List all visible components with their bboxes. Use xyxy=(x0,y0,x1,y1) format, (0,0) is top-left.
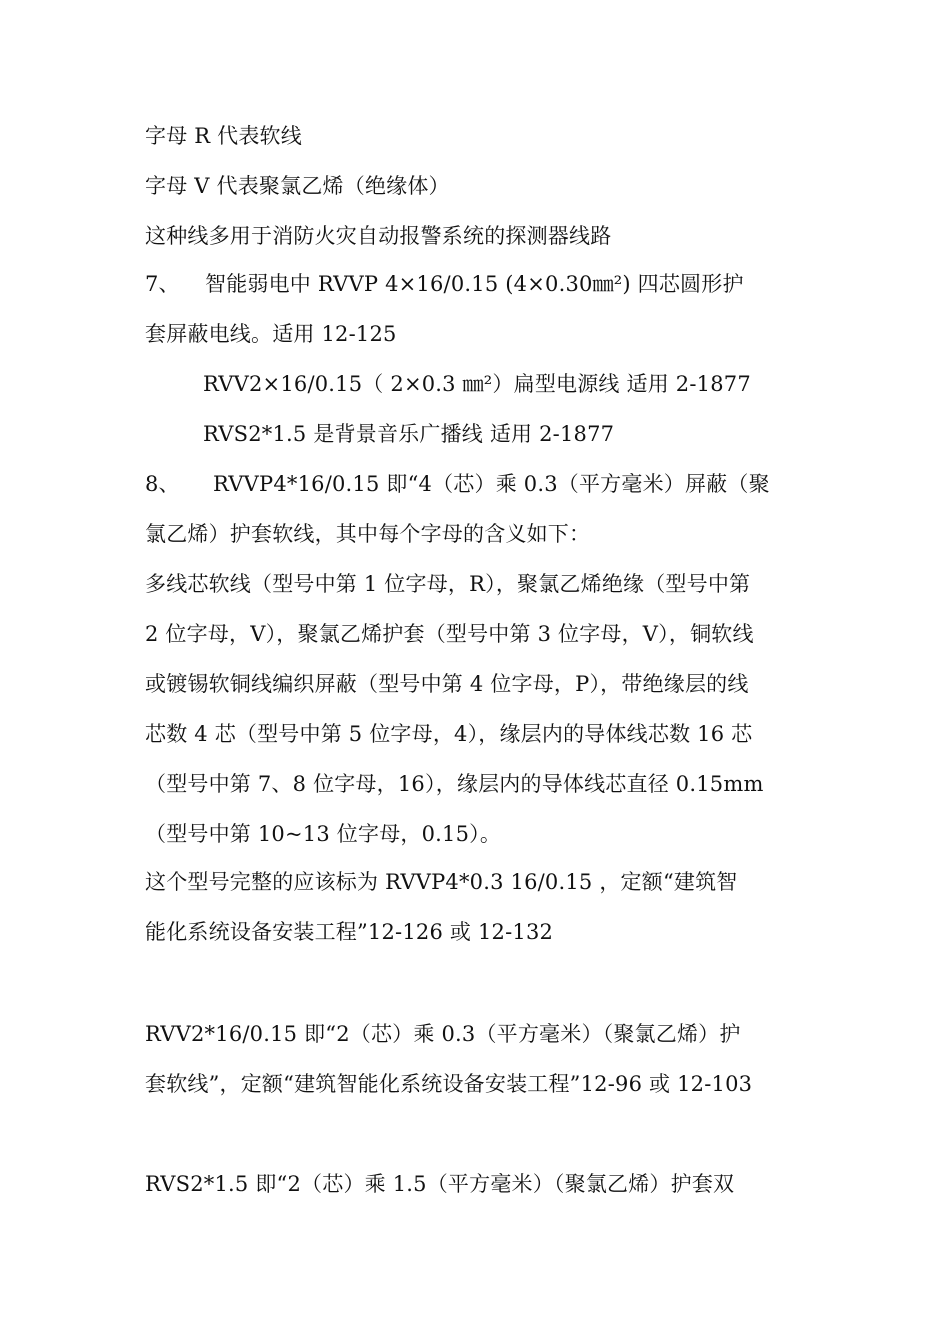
text-line: 这种线多用于消防火灾自动报警系统的探测器线路 xyxy=(145,224,612,248)
text-line: 2 位字母，V），聚氯乙烯护套（型号中第 3 位字母，V），铜软线 xyxy=(145,622,754,646)
text-line: 套屏蔽电线。适用 12-125 xyxy=(145,322,397,346)
text-line: RVV2×16/0.15（ 2×0.3 ㎜²）扁型电源线 适用 2-1877 xyxy=(203,372,751,396)
text-line: RVS2*1.5 即“2（芯）乘 1.5（平方毫米）（聚氯乙烯）护套双 xyxy=(145,1172,735,1196)
list-item-8 xyxy=(145,470,825,498)
list-number: 7、 xyxy=(145,272,180,296)
text-line: （型号中第 10~13 位字母，0.15）。 xyxy=(145,822,502,846)
text-line: 能化系统设备安装工程”12-126 或 12-132 xyxy=(145,920,554,944)
list-number: 8、 xyxy=(145,472,180,496)
text-line: RVS2*1.5 是背景音乐广播线 适用 2-1877 xyxy=(203,422,615,446)
text-line: 智能弱电中 RVVP 4×16/0.15 (4×0.30㎜²) 四芯圆形护 xyxy=(205,272,744,296)
text-line: 氯乙烯）护套软线，其中每个字母的含义如下： xyxy=(145,522,591,546)
text-line: 字母 R 代表软线 xyxy=(145,124,302,148)
text-line: 套软线”，定额“建筑智能化系统设备安装工程”12-96 或 12-103 xyxy=(145,1072,753,1096)
text-line: 字母 V 代表聚氯乙烯（绝缘体） xyxy=(145,174,450,198)
text-line: （型号中第 7、8 位字母，16），缘层内的导体线芯直径 0.15mm xyxy=(145,772,764,796)
text-line: 或镀锡软铜线编织屏蔽（型号中第 4 位字母，P），带绝缘层的线 xyxy=(145,672,749,696)
text-line: 这个型号完整的应该标为 RVVP4*0.3 16/0.15 ，定额“建筑智 xyxy=(145,870,738,894)
text-line: RVV2*16/0.15 即“2（芯）乘 0.3（平方毫米）（聚氯乙烯）护 xyxy=(145,1022,741,1046)
list-item-7 xyxy=(145,270,825,298)
text-line: RVVP4*16/0.15 即“4（芯）乘 0.3（平方毫米）屏蔽（聚 xyxy=(213,472,770,496)
text-line: 芯数 4 芯（型号中第 5 位字母，4），缘层内的导体线芯数 16 芯 xyxy=(145,722,753,746)
text-line: 多线芯软线（型号中第 1 位字母，R），聚氯乙烯绝缘（型号中第 xyxy=(145,572,751,596)
